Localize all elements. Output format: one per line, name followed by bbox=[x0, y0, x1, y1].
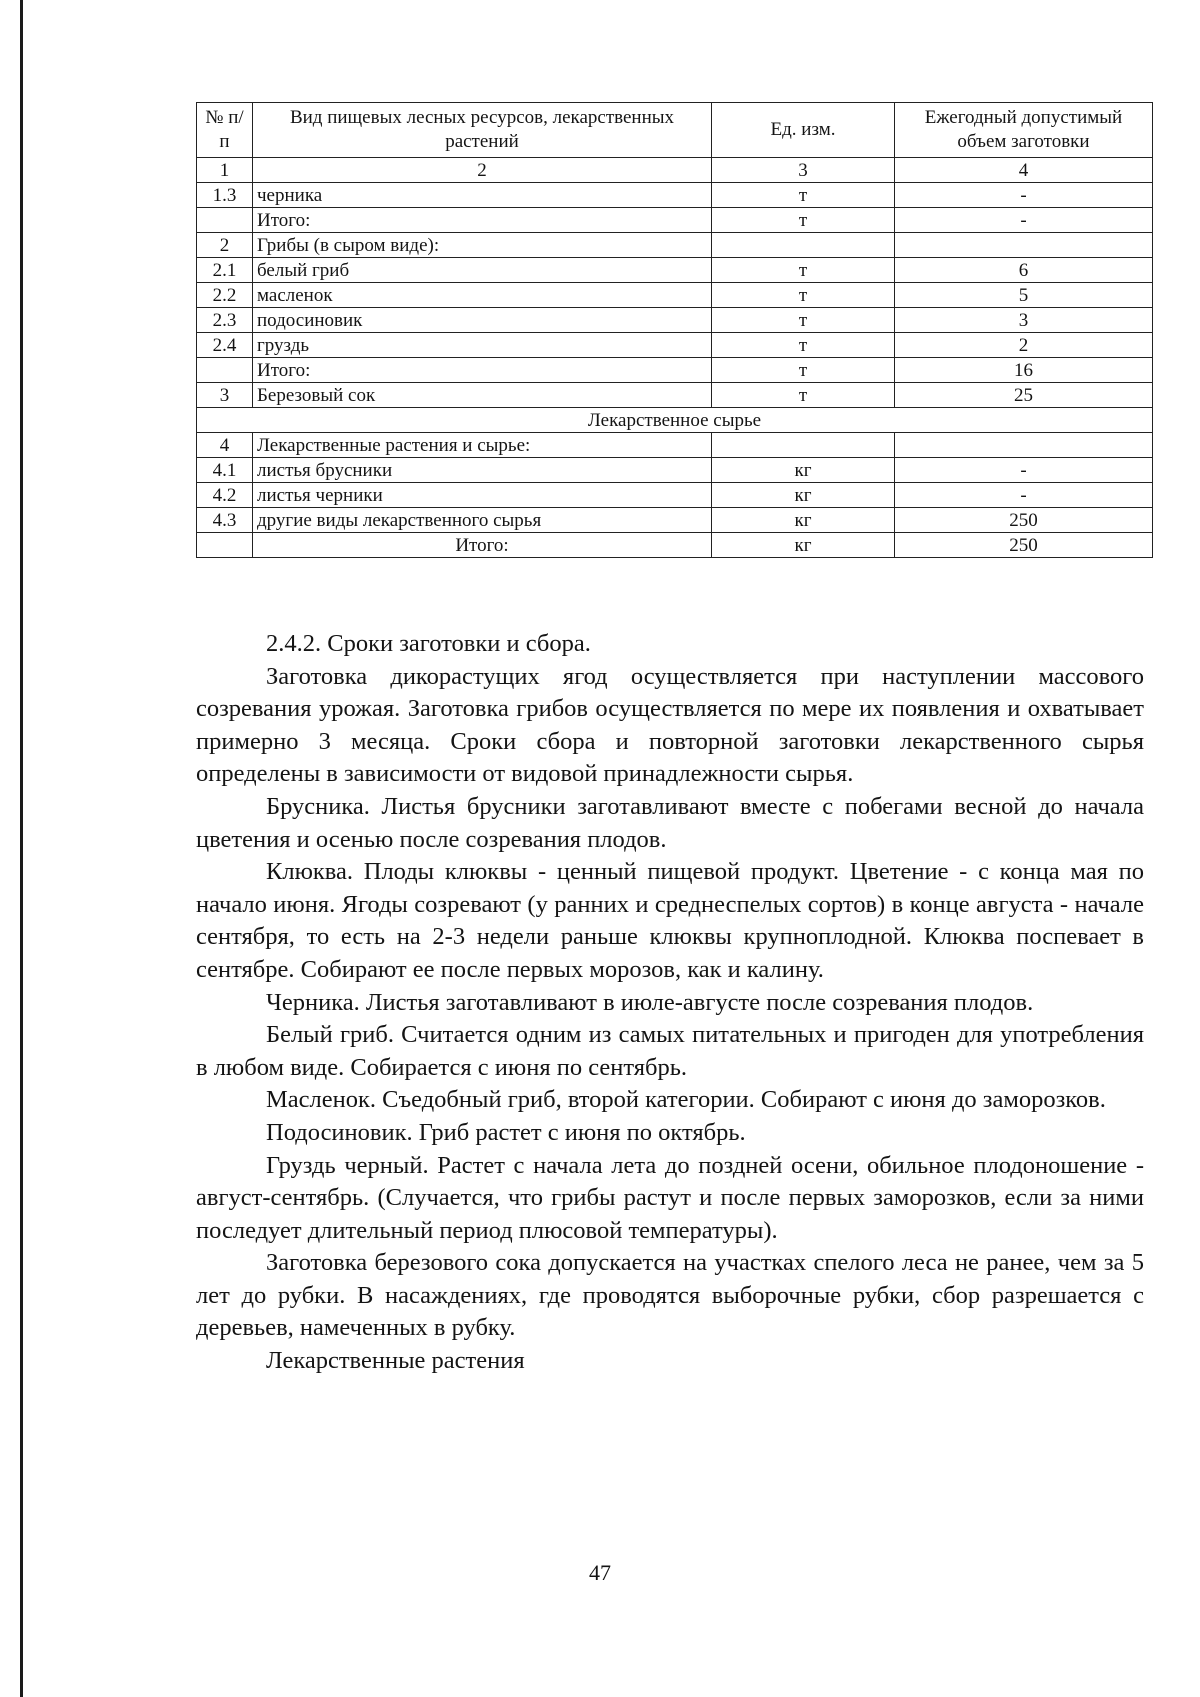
row-name: черника bbox=[253, 183, 712, 208]
row-number bbox=[197, 208, 253, 233]
table-row bbox=[197, 233, 1153, 258]
table-index-row bbox=[197, 158, 1153, 183]
header-unit: Ед. изм. bbox=[712, 103, 895, 158]
row-unit: кг bbox=[712, 483, 895, 508]
table-row bbox=[197, 308, 1153, 333]
table-row bbox=[197, 458, 1153, 483]
row-unit: т bbox=[712, 333, 895, 358]
row-value bbox=[895, 233, 1153, 258]
row-number bbox=[197, 358, 253, 383]
table-row bbox=[197, 258, 1153, 283]
page-binding-edge bbox=[20, 0, 23, 1697]
row-unit: т bbox=[712, 308, 895, 333]
paragraph: Лекарственные растения bbox=[266, 1347, 525, 1375]
total-row bbox=[197, 533, 1153, 558]
row-name: Грибы (в сыром виде): bbox=[253, 233, 712, 258]
table-row bbox=[197, 333, 1153, 358]
total-num bbox=[197, 533, 253, 558]
row-name: Лекарственные растения и сырье: bbox=[253, 433, 712, 458]
body-text bbox=[196, 628, 1144, 1378]
paragraph: Масленок. Съедобный гриб, второй категории. Собирают с июня до заморозков. bbox=[266, 1086, 1106, 1114]
table-row bbox=[197, 433, 1153, 458]
row-name: листья брусники bbox=[253, 458, 712, 483]
row-unit: т bbox=[712, 383, 895, 408]
header-kind: Вид пищевых лесных ресурсов, лекарственных растений bbox=[253, 103, 712, 158]
row-number: 2.2 bbox=[197, 283, 253, 308]
row-value: - bbox=[895, 483, 1153, 508]
paragraphs bbox=[196, 661, 1144, 1378]
section-title: Лекарственное сырье bbox=[197, 408, 1153, 433]
table-row bbox=[197, 508, 1153, 533]
row-number: 4.3 bbox=[197, 508, 253, 533]
row-number: 2.4 bbox=[197, 333, 253, 358]
row-number: 4.1 bbox=[197, 458, 253, 483]
row-value: 25 bbox=[895, 383, 1153, 408]
page-number: 47 bbox=[589, 1560, 611, 1585]
row-value: 2 bbox=[895, 333, 1153, 358]
index-cell: 3 bbox=[712, 158, 895, 183]
row-name: масленок bbox=[253, 283, 712, 308]
paragraph: Заготовка березового сока допускается на участках спелого леса не ранее, чем за 5 лет до рубки. В насаждениях, где проводятся выборочные рубки, сбор разрешается с деревьев, намеченных в рубку. bbox=[196, 1249, 1144, 1342]
table-row bbox=[197, 483, 1153, 508]
row-number: 2.3 bbox=[197, 308, 253, 333]
table-row bbox=[197, 283, 1153, 308]
medicinal-rows bbox=[197, 433, 1153, 533]
row-name: Березовый сок bbox=[253, 383, 712, 408]
row-unit: т bbox=[712, 283, 895, 308]
header-volume: Ежегодный допустимый объем заготовки bbox=[895, 103, 1153, 158]
row-unit: т bbox=[712, 358, 895, 383]
index-cell: 4 bbox=[895, 158, 1153, 183]
row-value: 5 bbox=[895, 283, 1153, 308]
row-value: 6 bbox=[895, 258, 1153, 283]
total-value: 250 bbox=[895, 533, 1153, 558]
row-number: 4.2 bbox=[197, 483, 253, 508]
row-name: белый гриб bbox=[253, 258, 712, 283]
row-name: Итого: bbox=[253, 358, 712, 383]
row-name: Итого: bbox=[253, 208, 712, 233]
table-row bbox=[197, 358, 1153, 383]
row-unit: кг bbox=[712, 508, 895, 533]
table-header-row bbox=[197, 103, 1153, 158]
paragraph: Черника. Листья заготавливают в июле-августе после созревания плодов. bbox=[266, 988, 1034, 1016]
forest-resources-table bbox=[196, 102, 1153, 558]
total-unit: кг bbox=[712, 533, 895, 558]
row-name: другие виды лекарственного сырья bbox=[253, 508, 712, 533]
row-name: груздь bbox=[253, 333, 712, 358]
section-row bbox=[197, 408, 1153, 433]
row-name: листья черники bbox=[253, 483, 712, 508]
row-unit bbox=[712, 433, 895, 458]
food-resources-rows bbox=[197, 183, 1153, 408]
table-row bbox=[197, 383, 1153, 408]
row-name: подосиновик bbox=[253, 308, 712, 333]
row-value: - bbox=[895, 183, 1153, 208]
row-value: 16 bbox=[895, 358, 1153, 383]
paragraph: Заготовка дикорастущих ягод осуществляется при наступлении массового созревания урожая. Заготовка грибов осуществляется по мере их появления и охватывает примерно 3 месяца. Сроки сбора и повторной заготовки лекарственного сырья определены в зависимости от видовой принадлежности сырья. bbox=[196, 662, 1144, 788]
row-number: 1.3 bbox=[197, 183, 253, 208]
total-label: Итого: bbox=[253, 533, 712, 558]
table-row bbox=[197, 183, 1153, 208]
row-number: 2 bbox=[197, 233, 253, 258]
table-row bbox=[197, 208, 1153, 233]
row-value: 250 bbox=[895, 508, 1153, 533]
paragraph: Груздь черный. Растет с начала лета до поздней осени, обильное плодоношение - август-сентябрь. (Случается, что грибы растут и после первых заморозков, если за ними последует длительный период плюсовой температуры). bbox=[196, 1151, 1144, 1244]
paragraph: Брусника. Листья брусники заготавливают вместе с побегами весной до начала цветения и осенью после созревания плодов. bbox=[196, 792, 1144, 853]
header-num: № п/п bbox=[197, 103, 253, 158]
row-value: - bbox=[895, 458, 1153, 483]
section-heading: 2.4.2. Сроки заготовки и сбора. bbox=[266, 630, 591, 657]
row-value bbox=[895, 433, 1153, 458]
row-unit bbox=[712, 233, 895, 258]
row-unit: т bbox=[712, 208, 895, 233]
index-cell: 2 bbox=[253, 158, 712, 183]
row-value: - bbox=[895, 208, 1153, 233]
index-cell: 1 bbox=[197, 158, 253, 183]
row-unit: т bbox=[712, 183, 895, 208]
row-number: 3 bbox=[197, 383, 253, 408]
paragraph: Клюква. Плоды клюквы - ценный пищевой продукт. Цветение - с конца мая по начало июня. Ягоды созревают (у ранних и среднеспелых сортов) в конце августа - начале сентября, то есть на 2-3 недели раньше клюквы крупноплодной. Клюква поспевает в сентябре. Собирают ее после первых морозов, как и калину. bbox=[196, 858, 1144, 983]
row-number: 4 bbox=[197, 433, 253, 458]
row-number: 2.1 bbox=[197, 258, 253, 283]
paragraph: Подосиновик. Гриб растет с июня по октябрь. bbox=[266, 1118, 746, 1146]
row-unit: кг bbox=[712, 458, 895, 483]
row-value: 3 bbox=[895, 308, 1153, 333]
row-unit: т bbox=[712, 258, 895, 283]
paragraph: Белый гриб. Считается одним из самых питательных и пригоден для употребления в любом виде. Собирается с июня по сентябрь. bbox=[196, 1021, 1144, 1081]
